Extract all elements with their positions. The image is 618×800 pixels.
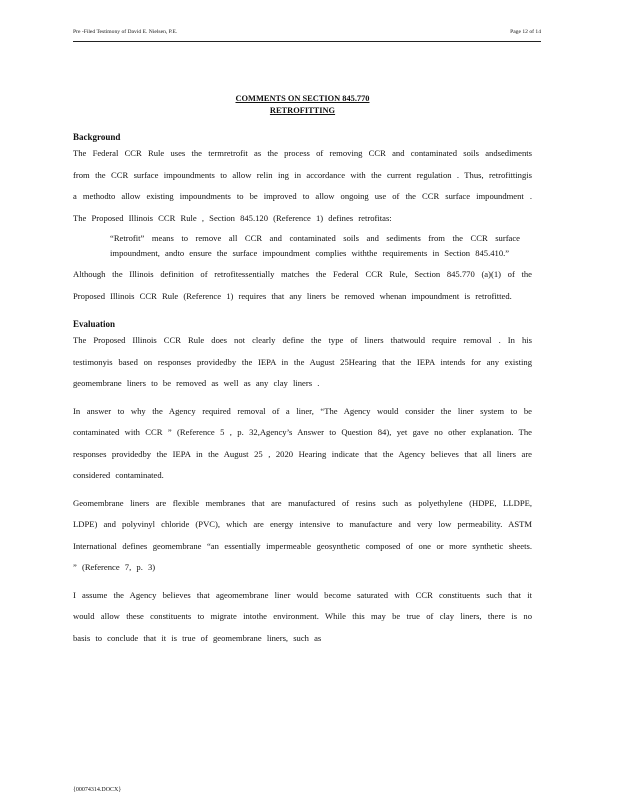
retrofit-definition-quote: “Retrofit” means to remove all CCR and contaminated soils and sediments from the CCR surface impoundment, andto ensure the surface impoundment complies withthe requirements in Section 845.410.” xyxy=(110,233,520,258)
page-header xyxy=(73,29,541,42)
evaluation-heading: Evaluation xyxy=(73,319,116,329)
header-page-number: Page 12 of 14 xyxy=(510,29,541,35)
evaluation-paragraph-3: Geomembrane liners are flexible membranes that are manufactured of resins such as polyethylene (HDPE, LLDPE, LDPE) and polyvinyl chloride (PVC), which are energy intensive to manufacture and very low permeability. ASTM International defines geomembrane “an essentially impermeable geosynthetic composed of one or more synthetic sheets. ” (Reference 7, p. 3) xyxy=(73,497,532,572)
header-testimony-title: Pre -Filed Testimony of David E. Nielsen, P.E. xyxy=(73,29,178,35)
background-heading: Background xyxy=(73,132,121,142)
evaluation-paragraph-1: The Proposed Illinois CCR Rule does not clearly define the type of liners thatwould require removal . In his testimonyis based on responses providedby the IEPA in the August 25Hearing that the IEPA intends for any existing geomembrane liners to be removed as well as any clay liners . xyxy=(73,335,532,388)
background-paragraph-2: Although the Illinois definition of retrofitessentially matches the Federal CCR Rule, Section 845.770 (a)(1) of the Proposed Illinois CCR Rule (Reference 1) requires that any liners be removed whenan impoundment is retrofitted. xyxy=(73,269,532,301)
evaluation-paragraph-2: In answer to why the Agency required removal of a liner, “The Agency would consider the liner system to be contaminated with CCR ” (Reference 5 , p. 32,Agency’s Answer to Question 84), yet gave no other explanation. The responses providedby the IEPA in the August 25 , 2020 Hearing indicate that the Agency believes that all liners are considered contaminated. xyxy=(73,405,532,480)
section-title-line2: RETROFITTING xyxy=(269,106,336,115)
evaluation-paragraph-4: I assume the Agency believes that ageomembrane liner would become saturated with CCR constituents such that it would allow these constituents to migrate intothe environment. While this may be true of clay liners, there is no basis to conclude that it is true of geomembrane liners, such as xyxy=(73,589,532,643)
document-body xyxy=(73,93,532,649)
section-title-line1: COMMENTS ON SECTION 845.770 xyxy=(235,94,370,103)
background-paragraph-1: The Federal CCR Rule uses the termretrofit as the process of removing CCR and contaminated soils andsediments from the CCR surface impoundments to allow relin ing in accordance with the current regulation . Thus, retrofittingis a methodto allow existing impoundments to be improved to allow ongoing use of the CCR surface impoundment . The Proposed Illinois CCR Rule , Section 845.120 (Reference 1) defines retrofitas: xyxy=(73,148,532,223)
document-footer-id: {00074314.DOCX} xyxy=(73,787,122,793)
section-title xyxy=(73,93,532,117)
